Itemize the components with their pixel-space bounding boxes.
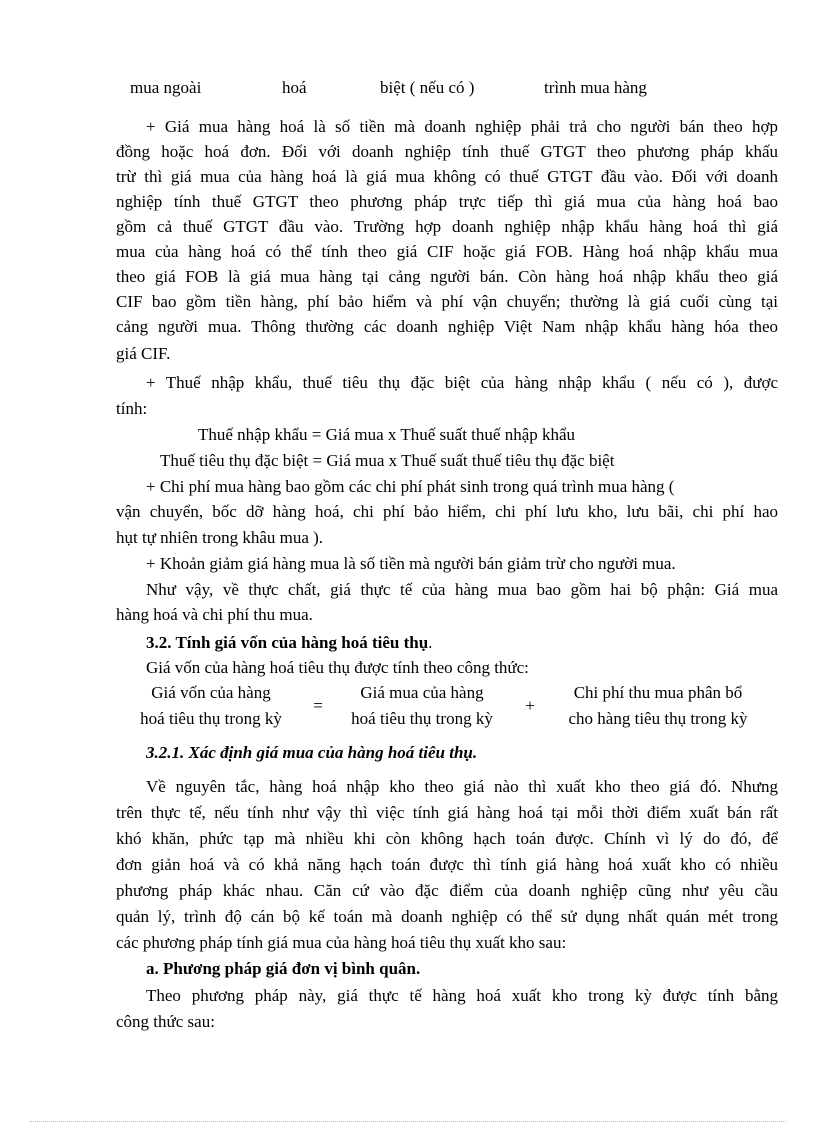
para3-line: vận chuyển, bốc dỡ hàng hoá, chi phí bảo hiểm, chi phí lưu kho, lưu bãi, chi phí hao xyxy=(116,502,778,521)
para6-line: quản lý, trình độ cán bộ kế toán mà doanh nghiệp có thể sử dụng nhất quán mét trong xyxy=(116,907,778,926)
para4: + Khoản giảm giá hàng mua là số tiền mà người bán giảm trừ cho người mua. xyxy=(146,554,676,573)
para1-line: giá CIF. xyxy=(116,344,171,363)
para6-line: Về nguyên tắc, hàng hoá nhập kho theo giá nào thì xuất kho theo giá đó. Nhưng xyxy=(146,777,778,796)
formula-import-tax: Thuế nhập khẩu = Giá mua x Thuế suất thuế nhập khẩu xyxy=(198,425,576,444)
para2-line: + Thuế nhập khẩu, thuế tiêu thụ đặc biệt của hàng nhập khẩu ( nếu có ), được xyxy=(146,373,778,392)
para6-line: phương pháp khác nhau. Căn cứ vào đặc điểm của doanh nghiệp cũng như yêu cầu xyxy=(116,881,778,900)
formula-term2 xyxy=(546,680,770,732)
header-cell-1: mua ngoài xyxy=(130,78,202,97)
para1-line: theo giá FOB là giá mua hàng tại cảng người bán. Còn hàng hoá nhập khẩu theo giá xyxy=(116,267,778,286)
section-heading-3-2 xyxy=(146,632,778,654)
para5-line: hàng hoá và chi phí thu mua. xyxy=(116,605,313,624)
section-heading-a: a. Phương pháp giá đơn vị bình quân. xyxy=(146,959,421,978)
formula-term1-line: hoá tiêu thụ trong kỳ xyxy=(351,709,493,728)
formula-special-tax: Thuế tiêu thụ đặc biệt = Giá mua x Thuế suất thuế tiêu thụ đặc biệt xyxy=(160,451,615,470)
para6-line: các phương pháp tính giá mua của hàng hoá tiêu thụ xuất kho sau: xyxy=(116,933,567,952)
section-heading-3-2-1: 3.2.1. Xác định giá mua của hàng hoá tiêu thụ. xyxy=(146,743,478,762)
formula-term2-line: cho hàng tiêu thụ trong kỳ xyxy=(568,709,748,728)
formula-plus: + xyxy=(525,696,535,715)
para3-line: hụt tự nhiên trong khâu mua ). xyxy=(116,528,324,547)
para1-line: cảng người mua. Thông thường các doanh nghiệp Việt Nam nhập khẩu hàng hóa theo xyxy=(116,317,778,336)
para6-line: đơn giản hoá và có khả năng hạch toán được thì tính giá hàng hoá xuất kho có nhiều xyxy=(116,855,778,874)
para1-line: trừ thì giá mua của hàng hoá là giá mua không có thuế GTGT đầu vào. Đối với doanh xyxy=(116,167,778,186)
para1-line: mua của hàng hoá có thể tính theo giá CIF hoặc giá FOB. Hàng hoá nhập khẩu mua xyxy=(116,242,778,261)
header-cell-4: trình mua hàng xyxy=(544,78,647,97)
para7-line: Theo phương pháp này, giá thực tế hàng hoá xuất kho trong kỳ được tính bằng xyxy=(146,986,778,1005)
para1-line: nghiệp tính thuế GTGT theo phương pháp trực tiếp thì giá mua của hàng hoá bao xyxy=(116,192,778,211)
para6-line: khó khăn, phức tạp mà nhiều khi còn không hạch toán được. Chính vì lý do đó, để xyxy=(116,829,778,848)
formula-term1-line: Giá mua của hàng xyxy=(360,683,484,702)
para5-line: Như vậy, về thực chất, giá thực tế của hàng mua bao gồm hai bộ phận: Giá mua xyxy=(146,580,778,599)
header-cell-3: biệt ( nếu có ) xyxy=(380,78,475,97)
formula-lhs-line: Giá vốn của hàng xyxy=(151,683,271,702)
formula-term2-line: Chi phí thu mua phân bổ xyxy=(573,683,743,702)
formula-lhs-line: hoá tiêu thụ trong kỳ xyxy=(140,709,282,728)
formula-term1 xyxy=(330,680,514,732)
section-heading-3-2-dot: . xyxy=(428,633,433,652)
para1-line: + Giá mua hàng hoá là số tiền mà doanh nghiệp phải trả cho người bán theo hợp xyxy=(146,117,778,136)
para1-line: đồng hoặc hoá đơn. Đối với doanh nghiệp tính thuế GTGT theo phương pháp khấu xyxy=(116,142,778,161)
section-3-2-intro: Giá vốn của hàng hoá tiêu thụ được tính theo công thức: xyxy=(146,658,529,677)
para7-line: công thức sau: xyxy=(116,1012,215,1031)
para6-line: trên thực tế, nếu tính như vậy thì việc tính giá hàng hoá tại mỗi thời điểm xuất bán rất xyxy=(116,803,778,822)
formula-equals: = xyxy=(313,696,323,715)
formula-lhs xyxy=(116,680,306,732)
section-heading-3-2-text: 3.2. Tính giá vốn của hàng hoá tiêu thụ xyxy=(146,633,429,652)
para3-line: + Chi phí mua hàng bao gồm các chi phí phát sinh trong quá trình mua hàng ( xyxy=(146,477,675,496)
para1-line: CIF bao gồm tiền hàng, phí bảo hiểm và phí vận chuyển; thường là giá cuối cùng tại xyxy=(116,292,778,311)
header-cell-2: hoá xyxy=(282,78,307,97)
para1-line: gồm cả thuế GTGT đầu vào. Trường hợp doanh nghiệp nhập khẩu hàng hoá thì giá xyxy=(116,217,778,236)
para2-line: tính: xyxy=(116,399,148,418)
page-bottom-border xyxy=(30,1121,786,1122)
